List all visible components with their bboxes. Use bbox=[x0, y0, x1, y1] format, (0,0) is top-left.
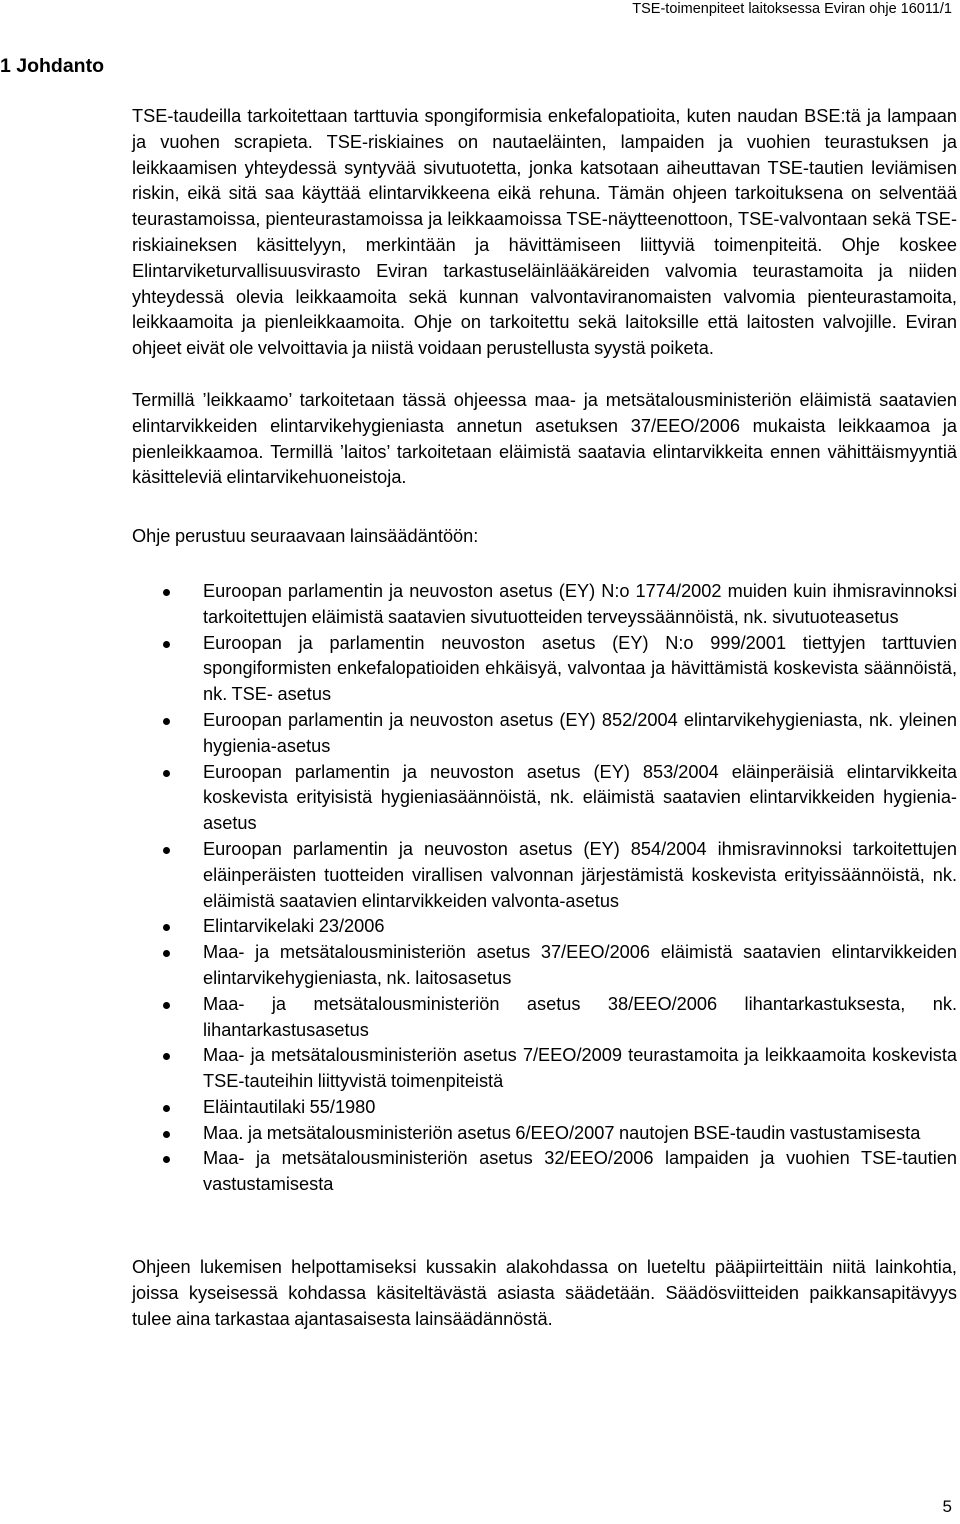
list-item bbox=[132, 914, 957, 940]
list-item bbox=[132, 760, 957, 837]
list-item-text: Euroopan ja parlamentin neuvoston asetus (EY) N:o 999/2001 tiettyjen tarttuvien spongiformisten enkefalopatioiden ehkäisyä, valvontaa ja hävittämistä koskevista säännöistä, nk. TSE- asetus bbox=[203, 632, 957, 705]
section-heading: 1 Johdanto bbox=[0, 55, 105, 77]
bullet-icon bbox=[163, 1156, 170, 1163]
list-item-text: Maa- ja metsätalousministeriön asetus 37/EEO/2006 eläimistä saatavien elintarvikkeiden elintarvikehygieniasta, nk. laitosasetus bbox=[203, 942, 957, 988]
legislation-list bbox=[132, 579, 957, 1198]
list-item bbox=[132, 837, 957, 914]
terms-paragraph: Termillä ’leikkaamo’ tarkoitetaan tässä ohjeessa maa- ja metsätalousministeriön eläimistä saatavien elintarvikkeiden elintarvikehygieniasta annetun asetuksen 37/EEO/2006 mukaista leikkaamoa ja pienleikkaamoa. Termillä ’laitos’ tarkoitetaan eläimistä saatavia elintarvikkeita ennen vähittäismyyntiä käsitteleviä elintarvikehuoneistoja. bbox=[132, 389, 957, 488]
list-item-text: Euroopan parlamentin ja neuvoston asetus (EY) 853/2004 eläinperäisiä elintarvikkeita koskevista erityisistä hygieniasäännöistä, nk. eläimistä saatavien elintarvikkeiden hygienia-asetus bbox=[203, 761, 957, 834]
list-item bbox=[132, 579, 957, 631]
list-item-text: Elintarvikelaki 23/2006 bbox=[203, 916, 385, 937]
bullet-icon bbox=[163, 641, 170, 648]
running-header: TSE-toimenpiteet laitoksessa Eviran ohje 16011/1 bbox=[632, 1, 952, 17]
document-body bbox=[132, 104, 957, 1332]
list-item-text: Euroopan parlamentin ja neuvoston asetus (EY) N:o 1774/2002 muiden kuin ihmisravinnoksi tarkoitettujen eläimistä saatavien sivutuotteiden terveyssäännöistä, nk. sivutuoteasetus bbox=[203, 580, 957, 627]
list-item-text: Maa. ja metsätalousministeriön asetus 6/EEO/2007 nautojen BSE-taudin vastustamisesta bbox=[203, 1122, 921, 1143]
bullet-icon bbox=[163, 1002, 170, 1009]
bullet-icon bbox=[163, 718, 170, 725]
list-item-text: Maa- ja metsätalousministeriön asetus 7/EEO/2009 teurastamoita ja leikkaamoita koskevista TSE-tauteihin liittyvistä toimenpiteistä bbox=[203, 1045, 957, 1092]
bullet-icon bbox=[163, 589, 170, 596]
bullet-icon bbox=[163, 924, 170, 931]
list-item bbox=[132, 992, 957, 1044]
list-item-text: Maa- ja metsätalousministeriön asetus 38/EEO/2006 lihantarkastuksesta, nk. lihantarkastusasetus bbox=[203, 993, 957, 1040]
intro-paragraph: TSE-taudeilla tarkoitettaan tarttuvia spongiformisia enkefalopatioita, kuten naudan BSE:tä ja lampaan ja vuohen scrapieta. TSE-riskiaines on nautaeläinten, lampaiden ja vuohien teurastuksen ja leikkaamisen yhteydessä syntyvää sivutuotetta, jonka katsotaan aiheuttavan TSE-tautien leviämisen riskin, eikä sitä saa käyttää elintarvikkeena eikä rehuna. Tämän ohjeen tarkoituksena on selventää teurastamoissa, pienteurastamoissa ja leikkaamoissa TSE-näytteenottoon, TSE-valvontaan sekä TSE-riskiaineksen käsittelyyn, merkintään ja hävittämiseen liittyviä toimenpiteitä. Ohje koskee Elintarviketurvallisuusvirasto Eviran tarkastuseläinlääkäreiden valvomia teurastamoita ja niiden yhteydessä olevia leikkaamoita sekä kunnan valvontaviranomaisten valvomia pienteurastamoita, leikkaamoita ja pienleikkaamoita. Ohje on tarkoitettu sekä laitoksille että laitosten valvojille. Eviran ohjeet eivät ole velvoittavia ja niistä voidaan perustellusta syystä poiketa. bbox=[132, 106, 957, 359]
bullet-icon bbox=[163, 770, 170, 777]
list-item bbox=[132, 631, 957, 708]
list-item-text: Maa- ja metsätalousministeriön asetus 32/EEO/2006 lampaiden ja vuohien TSE-tautien vastustamisesta bbox=[203, 1148, 957, 1195]
list-item bbox=[132, 1121, 957, 1147]
list-item bbox=[132, 1146, 957, 1198]
bullet-icon bbox=[163, 950, 170, 957]
list-item bbox=[132, 1095, 957, 1121]
list-item bbox=[132, 1043, 957, 1095]
page-number: 5 bbox=[942, 1497, 952, 1516]
list-item bbox=[132, 708, 957, 760]
list-item-text: Euroopan parlamentin ja neuvoston asetus (EY) 854/2004 ihmisravinnoksi tarkoitettujen eläinperäisten tuotteiden virallisen valvonnan järjestämistä koskevista erityissäännöistä, nk. eläimistä saatavien elintarvikkeiden valvonta-asetus bbox=[203, 838, 957, 911]
closing-paragraph: Ohjeen lukemisen helpottamiseksi kussakin alakohdassa on lueteltu pääpiirteittäin niitä lainkohtia, joissa kyseisessä kohdassa käsiteltävästä asiasta säädetään. Säädösviitteiden paikkansapitävyys tulee aina tarkastaa ajantasaisesta lainsäädännöstä. bbox=[132, 1257, 957, 1329]
bullet-icon bbox=[163, 1053, 170, 1060]
legislation-lead: Ohje perustuu seuraavaan lainsäädäntöön: bbox=[132, 526, 479, 547]
bullet-icon bbox=[163, 1105, 170, 1112]
bullet-icon bbox=[163, 847, 170, 854]
list-item-text: Euroopan parlamentin ja neuvoston asetus (EY) 852/2004 elintarvikehygieniasta, nk. yleinen hygienia-asetus bbox=[203, 709, 957, 756]
list-item bbox=[132, 940, 957, 992]
bullet-icon bbox=[163, 1131, 170, 1138]
list-item-text: Eläintautilaki 55/1980 bbox=[203, 1096, 376, 1117]
